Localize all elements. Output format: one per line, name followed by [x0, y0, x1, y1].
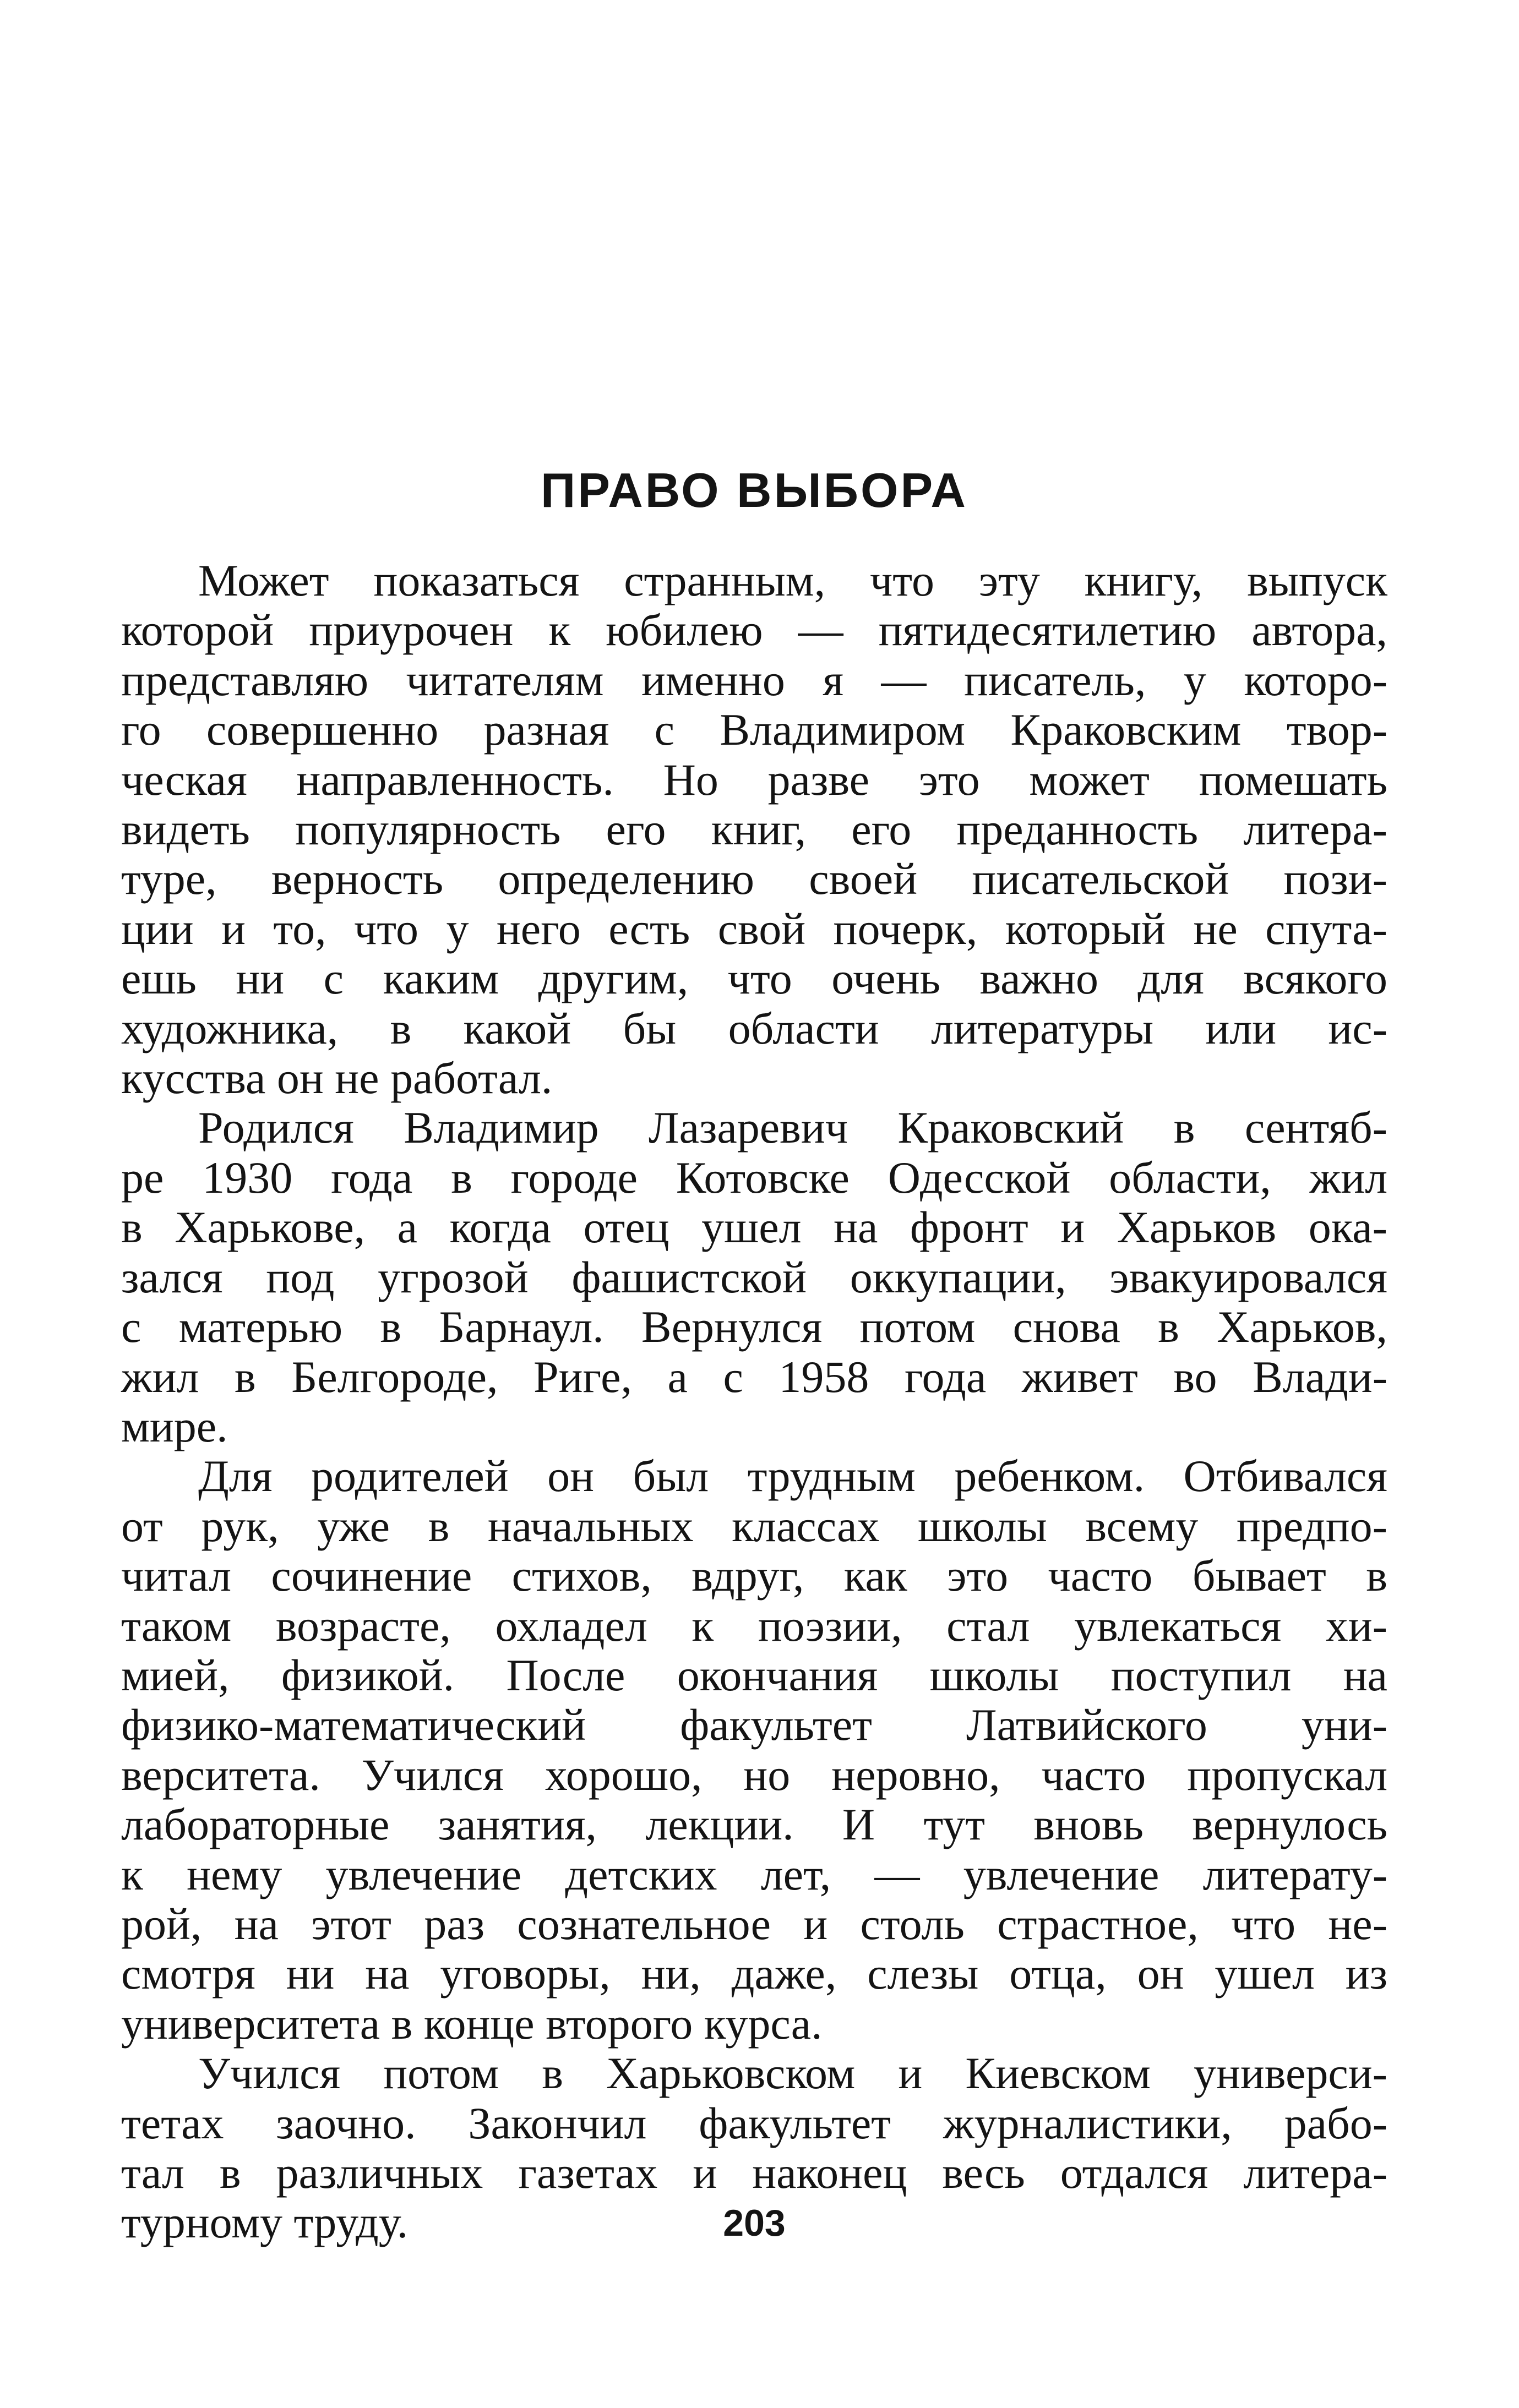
text-line: смотря ни на уговоры, ни, даже, слезы отца, он ушел из [121, 1948, 1387, 1999]
paragraph [121, 1451, 1387, 2049]
text-body [121, 556, 1387, 2248]
text-line: туре, верность определению своей писательской пози- [121, 854, 1387, 904]
text-line: представляю читателям именно я — писатель, у которо- [121, 654, 1387, 705]
text-line: верситета. Учился хорошо, но неровно, часто пропускал [121, 1749, 1387, 1800]
text-line: ре 1930 года в городе Котовске Одесской области, жил [121, 1152, 1387, 1203]
text-line: лабораторные занятия, лекции. И тут вновь вернулось [121, 1799, 1387, 1850]
text-line: мире. [121, 1401, 228, 1451]
text-line: ешь ни с каким другим, что очень важно для всякого [121, 953, 1387, 1004]
text-line: Учился потом в Харьковском и Киевском универси- [198, 2048, 1387, 2099]
text-line: зался под угрозой фашистской оккупации, эвакуировался [121, 1252, 1387, 1302]
text-line: мией, физикой. После окончания школы поступил на [121, 1650, 1387, 1700]
text-line: ции и то, что у него есть свой почерк, который не спута- [121, 903, 1387, 954]
text-line: к нему увлечение детских лет, — увлечение литерату- [121, 1849, 1387, 1899]
text-line: го совершенно разная с Владимиром Краковским твор- [121, 705, 1387, 755]
text-line: от рук, уже в начальных классах школы всему предпо- [121, 1500, 1387, 1551]
text-line: Для родителей он был трудным ребенком. Отбивался [198, 1451, 1387, 1501]
text-line: с матерью в Барнаул. Вернулся потом снова в Харьков, [121, 1302, 1387, 1352]
text-line: турному труду. [121, 2197, 409, 2248]
text-line: жил в Белгороде, Риге, а с 1958 года живет во Влади- [121, 1351, 1387, 1402]
text-line: таком возрасте, охладел к поэзии, стал увлекаться хи- [121, 1600, 1387, 1651]
text-line: которой приурочен к юбилею — пятидесятилетию автора, [121, 605, 1387, 656]
paragraph [121, 556, 1387, 1103]
text-line: кусства он не работал. [121, 1053, 553, 1104]
book-page [121, 0, 1387, 2408]
page-number: 203 [723, 2202, 786, 2244]
text-line: видеть популярность его книг, его преданность литера- [121, 804, 1387, 855]
chapter-title: ПРАВО ВЫБОРА [541, 463, 968, 517]
text-line: физико-математический факультет Латвийского уни- [121, 1700, 1387, 1750]
text-line: читал сочинение стихов, вдруг, как это часто бывает в [121, 1550, 1387, 1601]
paragraph [121, 1103, 1387, 1451]
text-line: рой, на этот раз сознательное и столь страстное, что не- [121, 1898, 1387, 1949]
text-line: ческая направленность. Но разве это может помешать [121, 754, 1387, 805]
text-line: Может показаться странным, что эту книгу, выпуск [198, 555, 1387, 605]
text-line: художника, в какой бы области литературы или ис- [121, 1003, 1387, 1053]
text-line: тетах заочно. Закончил факультет журналистики, рабо- [121, 2098, 1387, 2148]
text-line: университета в конце второго курса. [121, 1998, 823, 2049]
text-line: в Харькове, а когда отец ушел на фронт и Харьков ока- [121, 1202, 1387, 1253]
text-line: тал в различных газетах и наконец весь отдался литера- [121, 2148, 1387, 2198]
text-line: Родился Владимир Лазаревич Краковский в сентяб- [198, 1102, 1387, 1153]
